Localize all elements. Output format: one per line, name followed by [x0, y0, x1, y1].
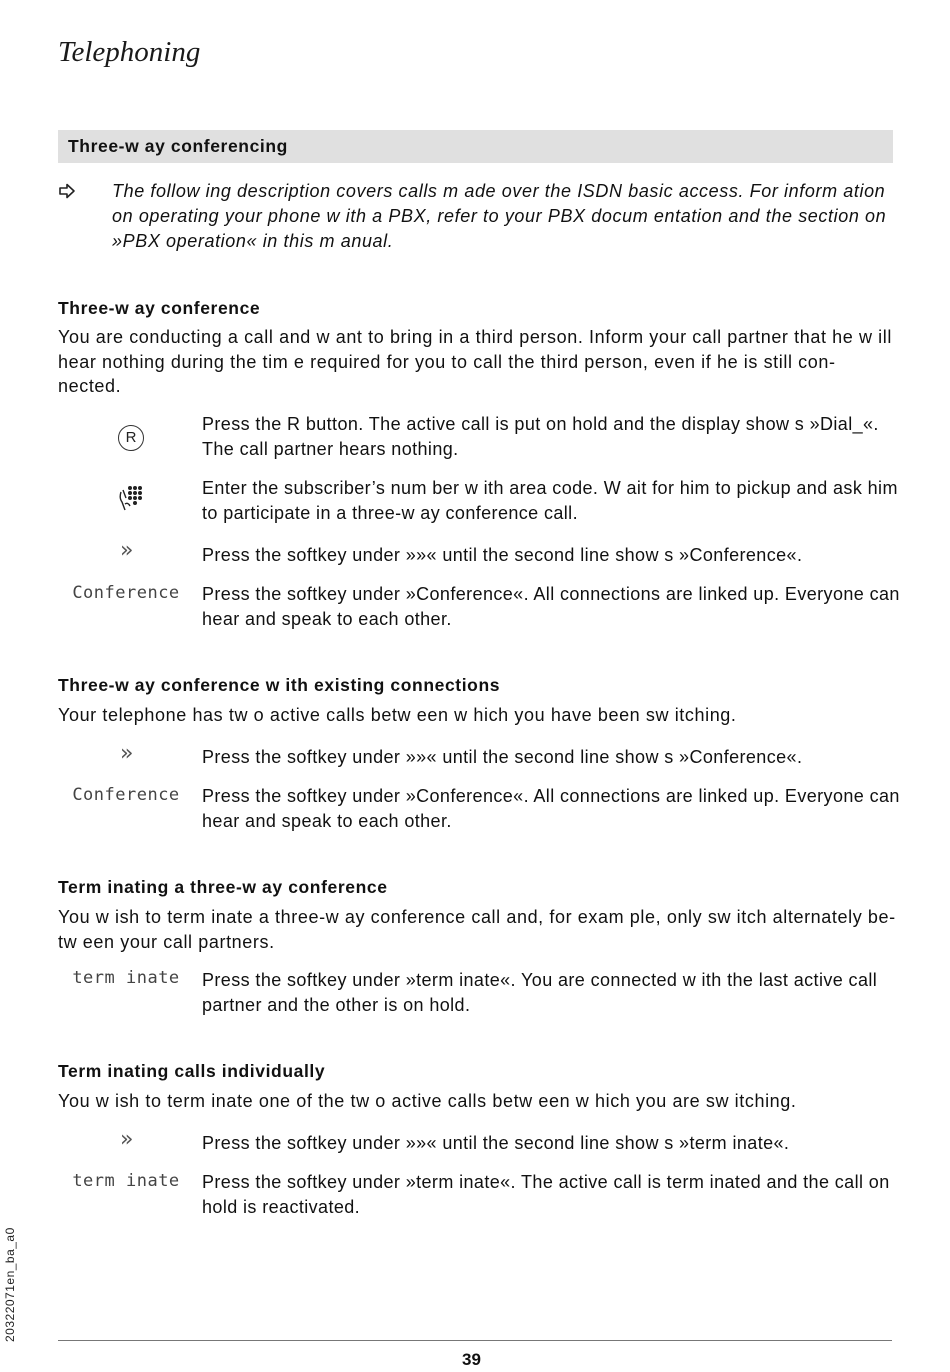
- intro-terminating-individually: You w ish to term inate one of the tw o active calls betw een w hich you are sw itching.: [58, 1091, 797, 1111]
- keypad-icon: [118, 484, 144, 514]
- step-text: Press the softkey under »»« until the second line show s »Conference«.: [202, 747, 803, 767]
- step-text: Press the R button. The active call is put on hold and the display show s »Dial_«. The call partner hears nothing.: [202, 414, 879, 459]
- step-text: Enter the subscriber’s num ber w ith area code. W ait for him to pickup and ask him to participate in a three-w ay conference call.: [202, 478, 898, 523]
- double-chevron-icon: »: [120, 538, 134, 563]
- step-text: Press the softkey under »»« until the second line show s »Conference«.: [202, 545, 803, 565]
- double-chevron-icon: »: [120, 741, 134, 766]
- softkey-conference: Conference: [72, 583, 180, 603]
- section-title: Three-w ay conferencing: [68, 136, 288, 156]
- page-number: 39: [462, 1350, 481, 1369]
- double-chevron-icon: »: [120, 1127, 134, 1152]
- step-text: Press the softkey under »Conference«. All connections are linked up. Everyone can hear and speak to each other.: [202, 786, 900, 831]
- note-text: The follow ing description covers calls m ade over the ISDN basic access. For inform ation on operating your phone w ith a PBX, refer to your PBX docum entation and the section on »PBX operation« in this m anual.: [112, 181, 887, 251]
- softkey-terminate: term inate: [72, 1171, 180, 1191]
- step-text: Press the softkey under »Conference«. All connections are linked up. Everyone can hear and speak to each other.: [202, 584, 900, 629]
- step-text: Press the softkey under »»« until the second line show s »term inate«.: [202, 1133, 790, 1153]
- step-text: Press the softkey under »term inate«. The active call is term inated and the call on hold is reactivated.: [202, 1172, 890, 1217]
- heading-terminating-individually: Term inating calls individually: [58, 1061, 326, 1081]
- step-text: Press the softkey under »term inate«. You are connected w ith the last active call partner and the other is on hold.: [202, 970, 878, 1015]
- document-code: 20322071en_ba_a0: [3, 1227, 17, 1342]
- arrow-right-icon: [58, 183, 76, 199]
- softkey-terminate: term inate: [72, 968, 180, 988]
- section-title-bar: [58, 130, 893, 163]
- footer-divider: [58, 1340, 892, 1341]
- intro-terminating-conference: You w ish to term inate a three-w ay conference call and, for exam ple, only sw itch alternately be-tw een your call partners.: [58, 907, 896, 952]
- intro-three-way-conference: You are conducting a call and w ant to bring in a third person. Inform your call partner that he w ill hear nothing during the tim e required for you to call the third person, even if he is still con-nected.: [58, 327, 892, 396]
- heading-three-way-conference: Three-w ay conference: [58, 298, 261, 318]
- running-title: Telephoning: [58, 36, 201, 68]
- heading-terminating-conference: Term inating a three-w ay conference: [58, 877, 388, 897]
- intro-existing-connections: Your telephone has tw o active calls betw een w hich you have been sw itching.: [58, 705, 737, 725]
- r-key-icon: R: [118, 425, 144, 451]
- softkey-conference: Conference: [72, 785, 180, 805]
- heading-existing-connections: Three-w ay conference w ith existing connections: [58, 675, 501, 695]
